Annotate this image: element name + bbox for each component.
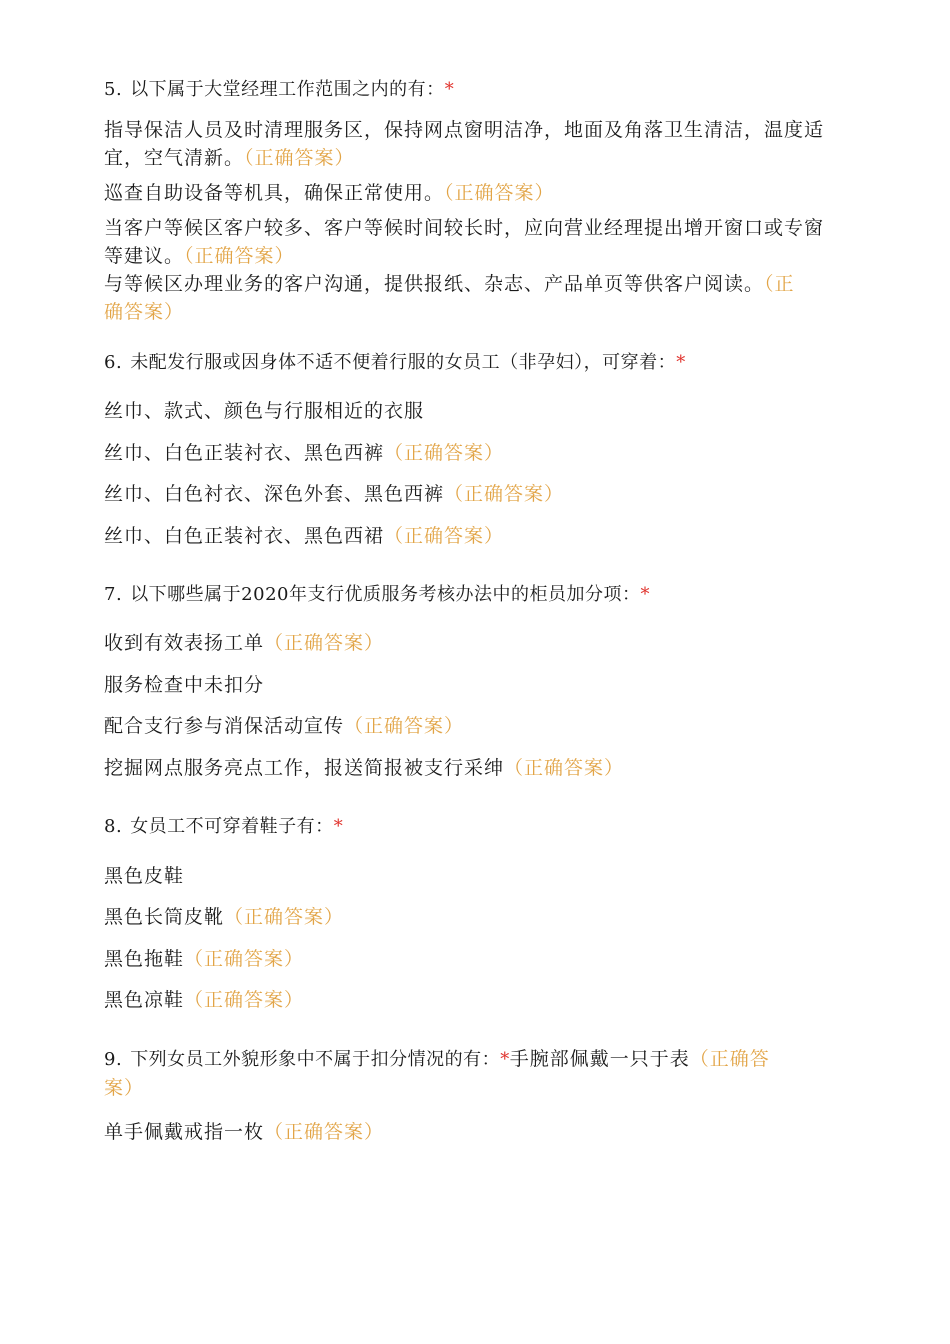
correct-answer-label: （正确答案）	[444, 182, 555, 204]
question-text: 以下属于大堂经理工作范围之内的有：	[130, 79, 445, 100]
correct-answer-label: （正确答	[689, 1048, 770, 1070]
option	[104, 986, 836, 1014]
option-text: 当客户等候区客户较多、客户等候时间较长时，应向营业经理提出增开窗口或专窗	[104, 217, 825, 239]
correct-answer-label: （正确答案）	[224, 906, 345, 928]
required-star: *	[333, 816, 344, 837]
question-5	[104, 76, 836, 104]
correct-answer-label: （正	[764, 273, 795, 295]
question-text: 以下哪些属于2020年支行优质服务考核办法中的柜员加分项：	[130, 584, 641, 605]
option	[104, 629, 836, 657]
correct-answer-label: 案）	[104, 1077, 145, 1099]
option-text: 宜，空气清新。	[104, 147, 245, 169]
correct-answer-label: （正确答案）	[264, 1121, 385, 1143]
option-text: 单手佩戴戒指一枚	[104, 1121, 265, 1143]
option-text: 丝巾、白色正装衬衣、黑色西裙	[104, 525, 385, 547]
option-text: 黑色长筒皮靴	[104, 906, 225, 928]
required-star: *	[676, 352, 686, 373]
option-text: 配合支行参与消保活动宣传	[104, 715, 345, 737]
question-9	[104, 1045, 836, 1103]
option-text: 收到有效表扬工单	[104, 632, 265, 654]
option	[104, 754, 836, 782]
correct-answer-label: （正确答案）	[184, 989, 305, 1011]
option-text: 黑色拖鞋	[104, 948, 185, 970]
required-star: *	[640, 584, 650, 605]
option	[104, 522, 836, 550]
option	[104, 671, 836, 699]
option-text: 黑色皮鞋	[104, 865, 185, 887]
option	[104, 862, 836, 890]
option	[104, 1118, 836, 1146]
option	[104, 270, 836, 326]
question-number: 6.	[104, 352, 123, 373]
correct-answer-label: （正确答案）	[264, 632, 385, 654]
option-text: 手腕部佩戴一只于表	[509, 1048, 690, 1070]
question-number: 9.	[104, 1049, 123, 1070]
correct-answer-label: （正确答案）	[184, 948, 305, 970]
option	[104, 116, 836, 172]
correct-answer-label: （正确答案）	[504, 757, 625, 779]
option	[104, 439, 836, 467]
question-7	[104, 581, 836, 609]
correct-answer-label: （正确答案）	[384, 525, 505, 547]
question-6	[104, 349, 836, 377]
option-text: 巡查自助设备等机具，确保正常使用。	[104, 182, 445, 204]
option	[104, 214, 836, 270]
option-text: 指导保洁人员及时清理服务区，保持网点窗明洁净，地面及角落卫生清洁，温度适	[104, 119, 825, 141]
question-text: 未配发行服或因身体不适不便着行服的女员工（非孕妇），可穿着：	[130, 352, 677, 373]
question-number: 8.	[104, 816, 123, 837]
correct-answer-label: （正确答案）	[244, 147, 355, 169]
required-star: *	[444, 79, 455, 100]
option-text: 丝巾、白色正装衬衣、黑色西裤	[104, 442, 385, 464]
option	[104, 480, 836, 508]
question-number: 5.	[104, 79, 123, 100]
option-text: 与等候区办理业务的客户沟通，提供报纸、杂志、产品单页等供客户阅读。	[104, 273, 765, 295]
option-text: 丝巾、款式、颜色与行服相近的衣服	[104, 400, 425, 422]
option-text: 丝巾、白色衬衣、深色外套、黑色西裤	[104, 483, 445, 505]
option	[104, 179, 836, 207]
question-text: 女员工不可穿着鞋子有：	[130, 816, 334, 837]
option-text: 挖掘网点服务亮点工作，报送简报被支行采绅	[104, 757, 505, 779]
option	[104, 397, 836, 425]
correct-answer-label: （正确答案）	[184, 245, 295, 267]
correct-answer-label: （正确答案）	[444, 483, 565, 505]
question-number: 7.	[104, 584, 123, 605]
option	[104, 712, 836, 740]
option-text: 等建议。	[104, 245, 185, 267]
question-8	[104, 813, 836, 841]
question-text: 下列女员工外貌形象中不属于扣分情况的有：	[130, 1049, 501, 1070]
correct-answer-label: （正确答案）	[344, 715, 465, 737]
option	[104, 903, 836, 931]
required-star: *	[500, 1049, 510, 1070]
correct-answer-label: 确答案）	[104, 301, 185, 323]
option	[104, 945, 836, 973]
correct-answer-label: （正确答案）	[384, 442, 505, 464]
option-text: 黑色凉鞋	[104, 989, 185, 1011]
option-text: 服务检查中未扣分	[104, 674, 265, 696]
